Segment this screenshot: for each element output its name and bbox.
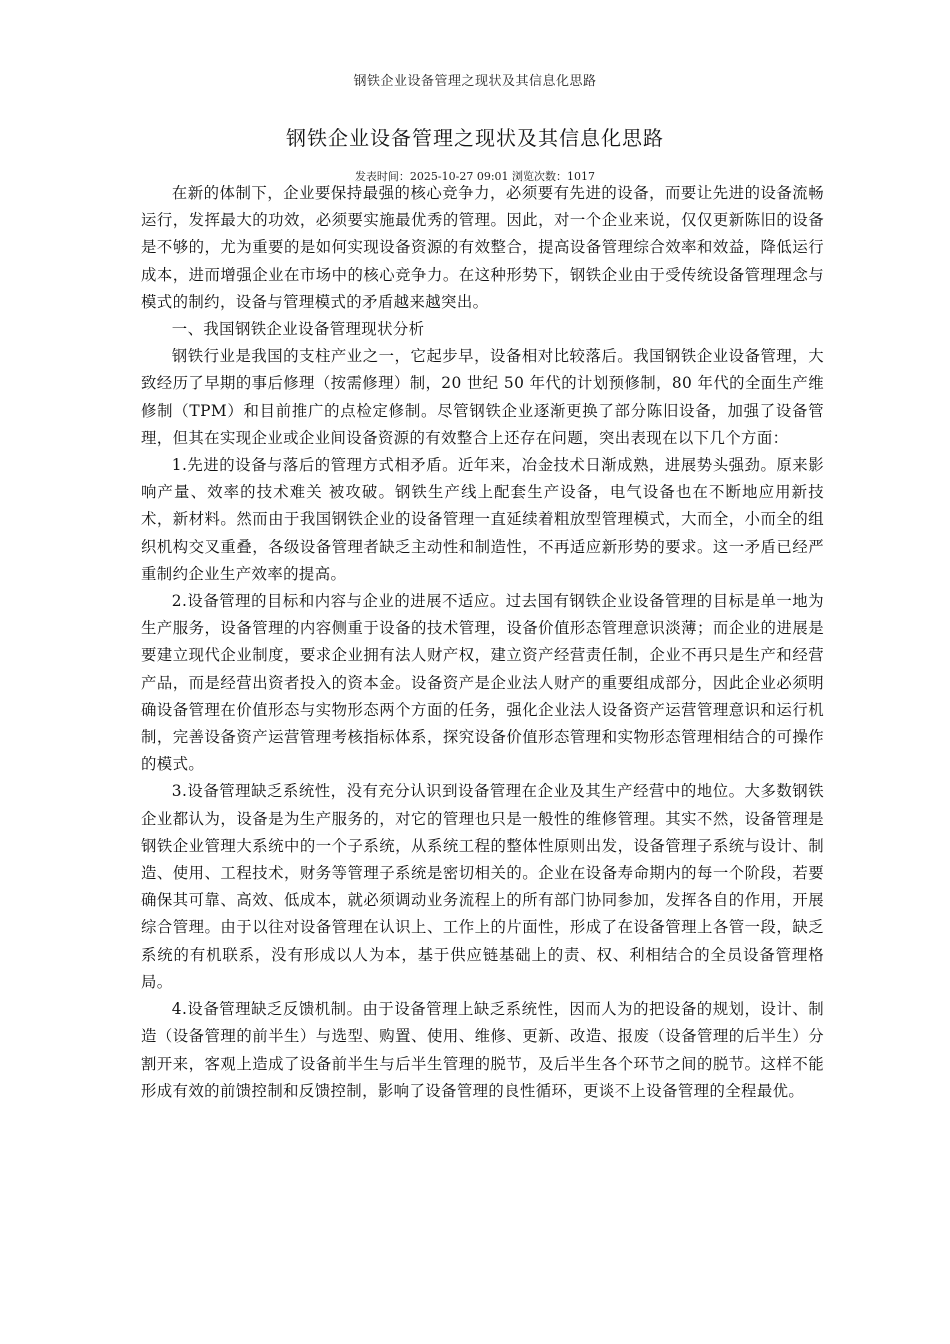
point-2-paragraph: 2.设备管理的目标和内容与企业的进展不适应。过去国有钢铁企业设备管理的目标是单一地为生产服务，设备管理的内容侧重于设备的技术管理，设备价值形态管理意识淡薄；而企业的进展是要建立现代企业制度，要求企业拥有法人财产权，建立资产经营责任制，企业不再只是生产和经营产品，而是经营出资者投入的资本金。设备资产是企业法人财产的重要组成部分，因此企业必须明确设备管理在价值形态与实物形态两个方面的任务，强化企业法人设备资产运营管理意识和运行机制，完善设备资产运营管理考核指标体系，探究设备价值形态管理和实物形态管理相结合的可操作的模式。 bbox=[141, 592, 824, 774]
running-header: 钢铁企业设备管理之现状及其信息化思路 bbox=[353, 74, 597, 89]
point-4-paragraph: 4.设备管理缺乏反馈机制。由于设备管理上缺乏系统性，因而人为的把设备的规划，设计、制造（设备管理的前半生）与选型、购置、使用、维修、更新、改造、报废（设备管理的后半生）分割开来，客观上造成了设备前半生与后半生管理的脱节，及后半生各个环节之间的脱节。这样不能形成有效的前馈控制和反馈控制，影响了设备管理的良性循环，更谈不上设备管理的全程最优。 bbox=[141, 1000, 824, 1100]
article-title: 钢铁企业设备管理之现状及其信息化思路 bbox=[286, 126, 664, 150]
intro-paragraph: 在新的体制下，企业要保持最强的核心竞争力，必须要有先进的设备，而要让先进的设备流畅运行，发挥最大的功效，必须要实施最优秀的管理。因此，对一个企业来说，仅仅更新陈旧的设备是不够的，尤为重要的是如何实现设备资源的有效整合，提高设备管理综合效率和效益，降低运行成本，进而增强企业在市场中的核心竞争力。在这种形势下，钢铁企业由于受传统设备管理理念与模式的制约，设备与管理模式的矛盾越来越突出。 bbox=[141, 184, 824, 311]
point-3-paragraph: 3.设备管理缺乏系统性，没有充分认识到设备管理在企业及其生产经营中的地位。大多数钢铁企业都认为，设备是为生产服务的，对它的管理也只是一般性的维修管理。其实不然，设备管理是钢铁企业管理大系统中的一个子系统，从系统工程的整体性原则出发，设备管理子系统与设计、制造、使用、工程技术，财务等管理子系统是密切相关的。企业在设备寿命期内的每一个阶段，若要确保其可靠、高效、低成本，就必须调动业务流程上的所有部门协同参加，发挥各自的作用，开展综合管理。由于以往对设备管理在认识上、工作上的片面性，形成了在设备管理上各管一段，缺乏系统的有机联系，没有形成以人为本，基于供应链基础上的责、权、利相结合的全员设备管理格局。 bbox=[141, 782, 824, 991]
point-1-paragraph: 1.先进的设备与落后的管理方式相矛盾。近年来，冶金技术日渐成熟，进展势头强劲。原来影响产量、效率的技术难关 被攻破。钢铁生产线上配套生产设备，电气设备也在不断地应用新技术，新材料。然而由于我国钢铁企业的设备管理一直延续着粗放型管理模式，大而全，小而全的组织机构交叉重叠，各级设备管理者缺乏主动性和制造性，不再适应新形势的要求。这一矛盾已经严重制约企业生产效率的提高。 bbox=[141, 456, 824, 583]
article-body bbox=[141, 180, 824, 1105]
section-heading: 一、我国钢铁企业设备管理现状分析 bbox=[171, 320, 425, 339]
overview-paragraph: 钢铁行业是我国的支柱产业之一，它起步早，设备相对比较落后。我国钢铁企业设备管理，大致经历了早期的事后修理（按需修理）制，20 世纪 50 年代的计划预修制，80 年代的全面生产维修制（TPM）和目前推广的点检定修制。尽管钢铁企业逐渐更换了部分陈旧设备，加强了设备管理，但其在实现企业或企业间设备资源的有效整合上还存在问题，突出表现在以下几个方面： bbox=[141, 347, 824, 447]
publish-meta: 发表时间：2025-10-27 09:01 浏览次数：1017 bbox=[354, 170, 596, 183]
